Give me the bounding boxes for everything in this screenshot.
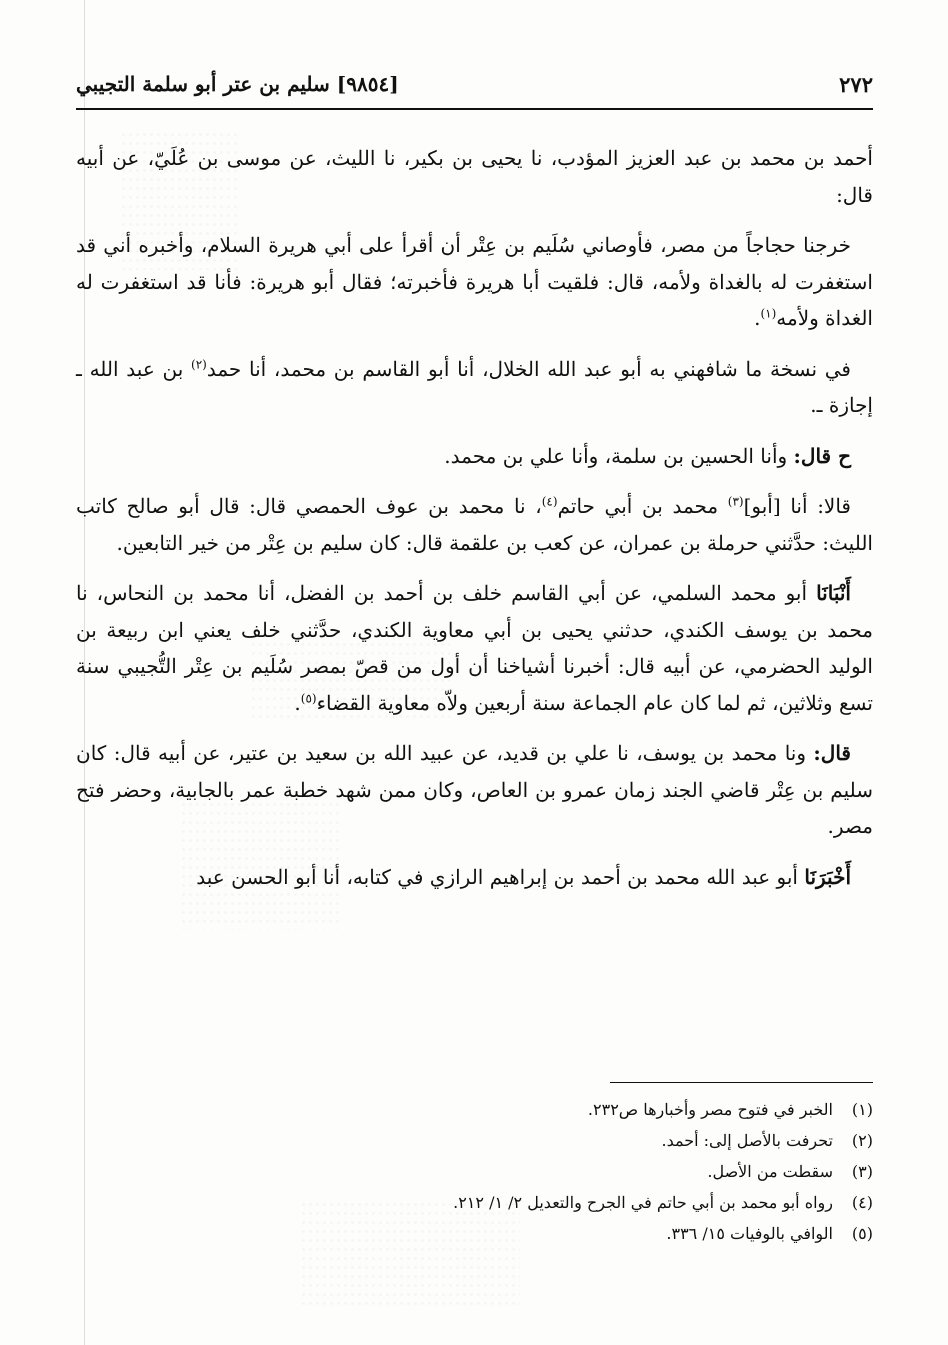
- page-number: ٢٧٢: [839, 72, 873, 97]
- footnote-text: سقطت من الأصل.: [707, 1162, 833, 1181]
- footnotes: [76, 1094, 873, 1249]
- footnote-number: (٢): [851, 1131, 873, 1150]
- footnote-ref: (٤): [541, 494, 558, 509]
- footnote-number: (٤): [851, 1193, 873, 1212]
- paragraph-text: في نسخة ما شافهني به أبو عبد الله الخلال، أنا أبو القاسم بن محمد، أنا حمد: [206, 356, 851, 381]
- paragraph-text: وأنا الحسين بن سلمة، وأنا علي بن محمد.: [444, 443, 794, 468]
- footnote-text: الوافي بالوفيات ١٥/ ٣٣٦.: [666, 1224, 833, 1243]
- paragraph: [76, 351, 873, 424]
- footnote-text: تحرفت بالأصل إلى: أحمد.: [661, 1131, 833, 1150]
- footnote-number: (٣): [851, 1162, 873, 1181]
- paragraph: [76, 227, 873, 337]
- main-text: [76, 140, 873, 909]
- running-title: [٩٨٥٤] سليم بن عتر أبو سلمة التجيبي: [76, 72, 399, 96]
- lead-word: قال:: [813, 741, 851, 765]
- paragraph-text: بن عبد الله ـ إجازة ـ.: [76, 356, 873, 417]
- paragraph: [76, 488, 873, 561]
- footnote-text: الخبر في فتوح مصر وأخبارها ص٢٣٢.: [587, 1100, 833, 1119]
- paragraph: [76, 735, 873, 845]
- footnote-number: (٥): [851, 1224, 873, 1243]
- header-rule: [76, 108, 873, 110]
- footnote-ref: (٥): [300, 690, 317, 705]
- lead-word: أَخْبَرَنَا: [804, 864, 851, 889]
- page-header: [76, 68, 873, 108]
- paragraph-text: قالا: أنا [أبو]: [743, 494, 851, 518]
- paragraph: [76, 575, 873, 721]
- lead-word: ح قال:: [793, 443, 851, 468]
- paragraph-text: أبو عبد الله محمد بن أحمد بن إبراهيم الرازي في كتابه، أنا أبو الحسن عبد: [196, 864, 805, 889]
- footnote-ref: (٣): [727, 494, 744, 509]
- paragraph-text: أبو محمد السلمي، عن أبي القاسم خلف بن أحمد بن الفضل، أنا محمد بن النحاس، نا محمد بن يوسف الكندي، حدثني يحيى بن أبي معاوية الكندي، حدَّثني خلف يعني ابن ربيعة بن الوليد الحضرمي، عن أبيه قال: أخبرنا أشياخنا أن أول من قصّ بمصر سُلَيم بن عِتْر التُّجيبي سنة تسع وثلاثين، ثم لما كان عام الجماعة سنة أربعين ولاّه معاوية القضاء: [76, 581, 873, 715]
- paragraph-text: أحمد بن محمد بن عبد العزيز المؤدب، نا يحيى بن بكير، نا الليث، عن موسى بن عُلَيّ، عن أبيه قال:: [76, 146, 873, 207]
- footnote-ref: (٢): [191, 356, 207, 371]
- paragraph-text: محمد بن أبي حاتم: [557, 494, 728, 518]
- paragraph: [76, 140, 873, 213]
- footnote: [76, 1125, 873, 1156]
- paragraph-text: .: [294, 690, 301, 715]
- paragraph-text: .: [754, 306, 761, 330]
- paragraph-text: خرجنا حجاجاً من مصر، فأوصاني سُلَيم بن عِتْر أن أقرأ على أبي هريرة السلام، وأخبره أني قد استغفرت له بالغداة ولأمه، قال: فلقيت أبا هريرة فأخبرته؛ فقال أبو هريرة: فأنا قد استغفرت له الغداة ولأمه: [76, 233, 873, 330]
- paragraph-text: ونا محمد بن يوسف، نا علي بن قديد، عن عبيد الله بن سعيد بن عتير، عن أبيه قال: كان سليم بن عِتْر قاضي الجند زمان عمرو بن العاص، وكان ممن شهد خطبة عمر بالجابية، وحضر فتح مصر.: [76, 741, 873, 838]
- footnote-ref: (١): [760, 306, 777, 321]
- paragraph: [76, 859, 873, 896]
- footnote-text: رواه أبو محمد بن أبي حاتم في الجرح والتعديل ٢/ ١/ ٢١٢.: [453, 1193, 833, 1212]
- footnote-number: (١): [851, 1100, 873, 1119]
- paragraph-text: ، نا محمد بن عوف الحمصي قال: قال أبو صالح كاتب الليث: حدَّثني حرملة بن عمران، عن كعب بن علقمة قال: كان سليم بن عِتْر من خير التابعين.: [76, 494, 873, 555]
- footnote: [76, 1094, 873, 1125]
- footnote: [76, 1187, 873, 1218]
- footnote: [76, 1218, 873, 1249]
- lead-word: أَنْبَانَا: [816, 581, 851, 605]
- paragraph: [76, 438, 873, 475]
- footnote: [76, 1156, 873, 1187]
- footnote-rule: [610, 1082, 873, 1083]
